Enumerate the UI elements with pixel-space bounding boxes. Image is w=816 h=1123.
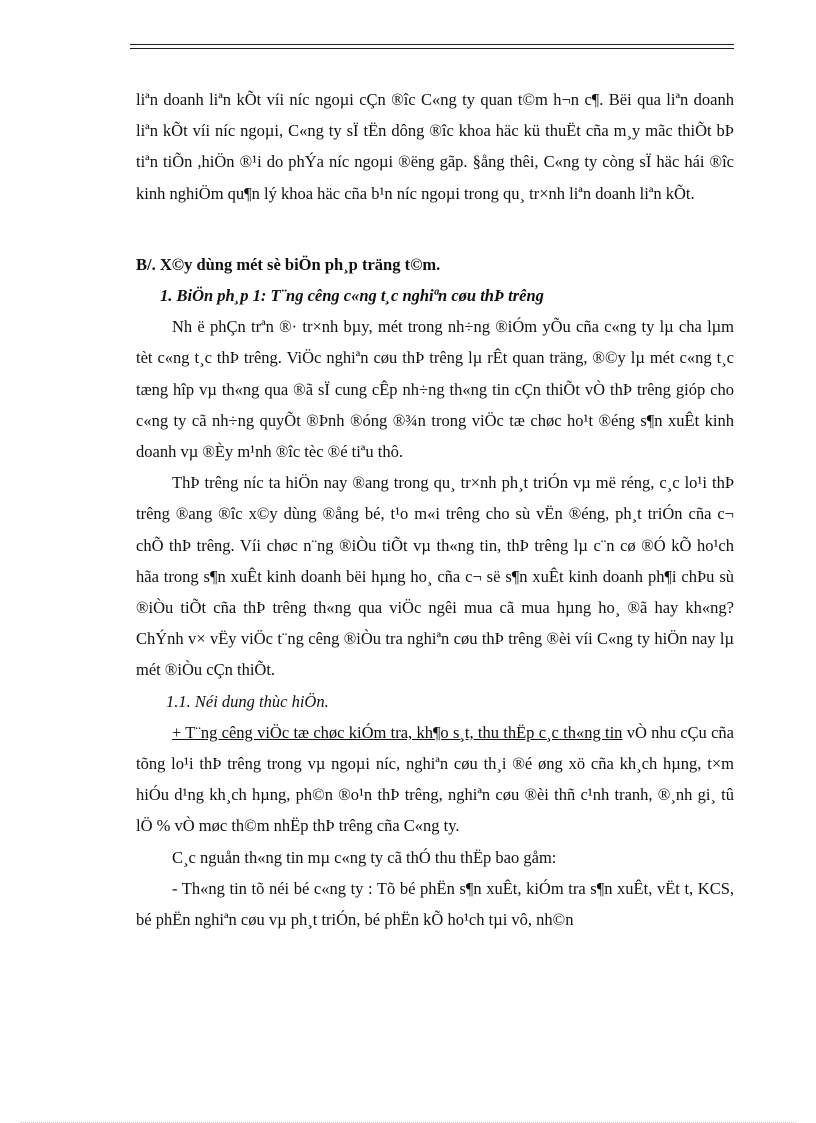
header-rule-top (130, 44, 734, 45)
section-heading-b: B/. X©y dùng mét sè biÖn ph¸p träng t©m. (136, 254, 441, 274)
document-body (136, 84, 734, 935)
underlined-lead-text: + T¨ng cêng viÖc tæ chøc kiÓm tra, kh¶o s¸t, thu thËp c¸c th«ng tin (172, 722, 623, 742)
paragraph-continuation: vÒ nhu cÇu cña tõng lo¹i thÞ trêng trong vµ ngoµi níc, nghiªn cøu th¸i ®é øng xö cña kh¸ch hµng, t×m hiÓu d¹ng kh¸ch hµng, ph©n ®o¹n thÞ trêng, nghiªn cøu ®èi thñ c¹nh tranh, ®¸nh gi¸ tû lÖ % vÒ møc th©m nhËp thÞ trêng cña C«ng ty. (136, 722, 734, 836)
paragraph-joint-venture: liªn doanh liªn kÕt víi níc ngoµi cÇn ®îc C«ng ty quan t©m h¬n c¶. Bëi qua liªn doanh liªn kÕt víi níc ngoµi, C«ng ty sÏ tËn dông ®îc khoa häc kü thuËt cña m¸y mãc thiÕt bÞ tiªn tiÕn ,hiÖn ®¹i do phÝa níc ngoµi ®ëng gãp. §ång thêi, C«ng ty còng sÏ häc hái ®îc kinh nghiÖm qu¶n lý khoa häc cña b¹n níc ngoµi trong qu¸ tr×nh liªn doanh liªn kÕt. (136, 90, 734, 203)
paragraph-market-weakness: Nh ë phÇn trªn ®· tr×nh bµy, mét trong nh÷ng ®iÓm yÕu cña c«ng ty lµ cha lµm tèt c«ng t¸c thÞ trêng. ViÖc nghiªn cøu thÞ trêng lµ rÊt quan träng, ®©y lµ mét c«ng t¸c tæng hîp vµ th«ng qua ®ã sÏ cung cÊp nh÷ng th«ng tin cÇn thiÕt vÒ thÞ trêng gióp cho c«ng ty cã nh÷ng quyÕt ®Þnh ®óng ®¾n trong viÖc tæ chøc ho¹t ®éng s¶n xuÊt kinh doanh vµ ®Èy m¹nh ®îc tèc ®é tiªu thô. (136, 317, 734, 462)
paragraph-info-sources: C¸c nguån th«ng tin mµ c«ng ty cã thÓ thu thËp bao gåm: (172, 847, 557, 867)
subsection-heading-1: 1. BiÖn ph¸p 1: T¨ng cêng c«ng t¸c nghiªn cøu thÞ trêng (160, 286, 544, 306)
section-gap (136, 209, 734, 249)
paragraph-internal-info: - Th«ng tin tõ néi bé c«ng ty : Tõ bé phËn s¶n xuÊt, kiÓm tra s¶n xuÊt, vËt t, KCS, bé phËn nghiªn cøu vµ ph¸t triÓn, bé phËn kÕ ho¹ch tµi vô, nh©n (136, 878, 734, 930)
paragraph-market-development: ThÞ trêng níc ta hiÖn nay ®ang trong qu¸ tr×nh ph¸t triÓn vµ më réng, c¸c lo¹i thÞ trêng ®ang ®îc x©y dùng ®ång bé, t¹o m«i trêng cho sù vËn ®éng, ph¸t triÓn cña c¬ chÕ thÞ trêng. Víi chøc n¨ng ®iÒu tiÕt vµ th«ng tin, thÞ trêng lµ c¨n cø ®Ó kÕ ho¹ch hãa trong s¶n xuÊt kinh doanh bëi hµng ho¸ cña c¬ së s¶n xuÊt kinh doanh ph¶i chÞu sù ®iÒu tiÕt cña thÞ trêng th«ng qua viÖc ngêi mua cã mua hµng ho¸ ®ã hay kh«ng? ChÝnh v× vËy viÖc t¨ng cêng ®iÒu tra nghiªn cøu thÞ trêng ®èi víi C«ng ty hiÖn nay lµ mét ®iÒu cÇn thiÕt. (136, 473, 734, 680)
header-rule-bottom (130, 48, 734, 49)
paragraph-market-research-tasks (136, 717, 734, 842)
subsection-heading-1-1: 1.1. Néi dung thùc hiÖn. (166, 691, 329, 711)
